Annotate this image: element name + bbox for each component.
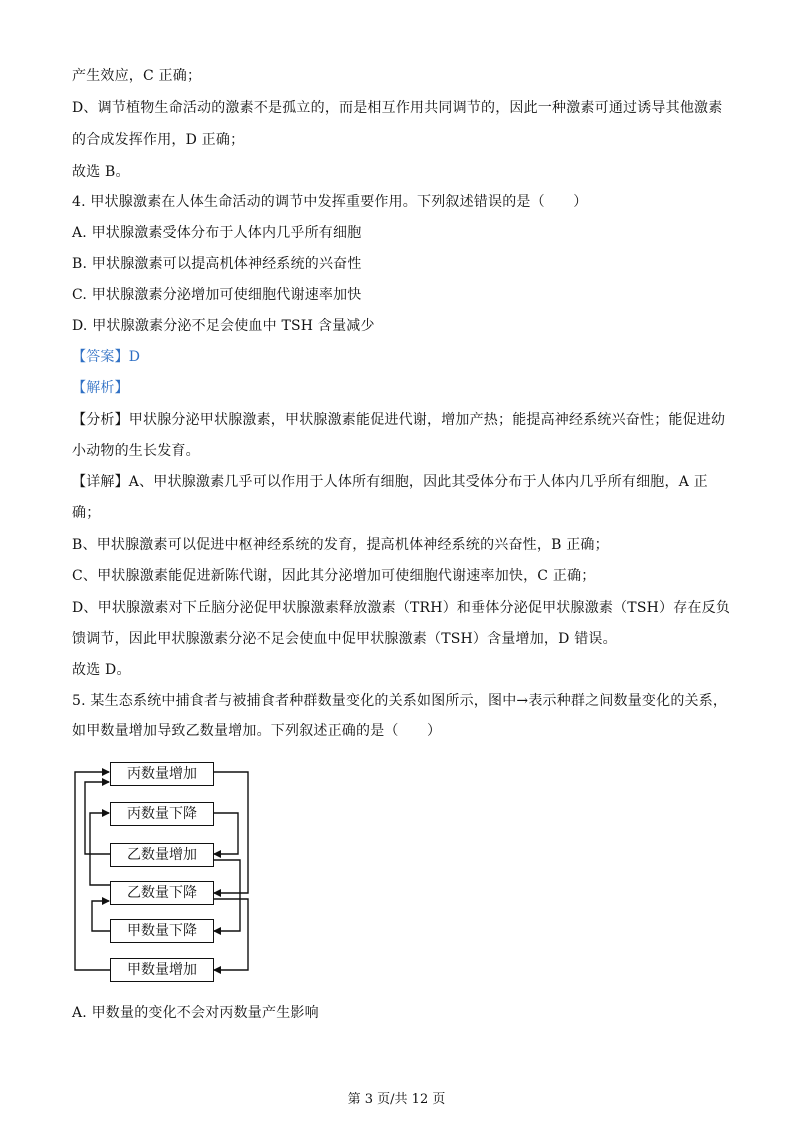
option-a: A. 甲数量的变化不会对丙数量产生影响 xyxy=(72,1005,319,1021)
arrow-b-up-to-a-down xyxy=(213,860,240,931)
text-line: 【分析】甲状腺分泌甲状腺激素，甲状腺激素能促进代谢，增加产热；能提高神经系统兴奋性；能促进幼 xyxy=(72,412,726,428)
text-line: B、甲状腺激素可以促进中枢神经系统的发育，提高机体神经系统的兴奋性，B 正确； xyxy=(72,537,609,553)
box-jia-increase: 甲数量增加 xyxy=(110,958,214,982)
box-bing-increase: 丙数量增加 xyxy=(110,762,214,786)
text-line: 产生效应，C 正确； xyxy=(72,68,202,84)
box-bing-decrease: 丙数量下降 xyxy=(110,802,214,826)
arrow-a-down-to-b-down xyxy=(92,901,110,931)
question-5-stem: 5. 某生态系统中捕食者与被捕食者种群数量变化的关系如图所示，图中→表示种群之间数量变化的关系， xyxy=(72,693,728,709)
box-jia-decrease: 甲数量下降 xyxy=(110,919,214,943)
analysis-label: 【解析】 xyxy=(72,380,129,396)
text-line: 小动物的生长发育。 xyxy=(72,443,200,459)
text-line: 的合成发挥作用，D 正确； xyxy=(72,132,245,148)
text-line: C、甲状腺激素能促进新陈代谢，因此其分泌增加可使细胞代谢速率加快，C 正确； xyxy=(72,568,596,584)
question-5-stem-cont: 如甲数量增加导致乙数量增加。下列叙述正确的是（ ） xyxy=(72,723,442,739)
text-line: 确； xyxy=(72,505,101,521)
question-4-stem: 4. 甲状腺激素在人体生命活动的调节中发挥重要作用。下列叙述错误的是（ ） xyxy=(72,194,588,210)
arrow-c-down-to-b-up xyxy=(213,813,238,854)
text-line: D、调节植物生命活动的激素不是孤立的，而是相互作用共同调节的，因此一种激素可通过诱导其他激素 xyxy=(72,100,723,116)
option-b: B. 甲状腺激素可以提高机体神经系统的兴奋性 xyxy=(72,256,362,272)
arrow-b-down-to-c-down xyxy=(90,813,110,885)
arrow-b-down-to-a-up xyxy=(213,899,248,970)
text-line: D、甲状腺激素对下丘脑分泌促甲状腺激素释放激素（TRH）和垂体分泌促甲状腺激素（TSH）存在反负 xyxy=(72,600,731,616)
box-yi-decrease: 乙数量下降 xyxy=(110,881,214,905)
text-line: 故选 D。 xyxy=(72,662,131,678)
option-d: D. 甲状腺激素分泌不足会使血中 TSH 含量减少 xyxy=(72,318,375,334)
text-line: 故选 B。 xyxy=(72,164,130,180)
arrow-b-up-to-c-up xyxy=(85,782,110,854)
arrow-a-up-to-c-up xyxy=(75,772,110,970)
option-a: A. 甲状腺激素受体分布于人体内几乎所有细胞 xyxy=(72,225,362,241)
box-yi-increase: 乙数量增加 xyxy=(110,843,214,867)
population-flow-diagram xyxy=(60,760,260,985)
diagram-arrows xyxy=(60,760,260,985)
text-line: 馈调节，因此甲状腺激素分泌不足会使血中促甲状腺激素（TSH）含量增加，D 错误。 xyxy=(72,631,617,647)
answer-label: 【答案】D xyxy=(72,349,141,365)
arrow-c-up-to-b-down xyxy=(213,772,248,893)
page-footer: 第 3 页/共 12 页 xyxy=(347,1092,446,1107)
text-line: 【详解】A、甲状腺激素几乎可以作用于人体所有细胞，因此其受体分布于人体内几乎所有细胞，A 正 xyxy=(72,474,708,490)
option-c: C. 甲状腺激素分泌增加可使细胞代谢速率加快 xyxy=(72,287,362,303)
